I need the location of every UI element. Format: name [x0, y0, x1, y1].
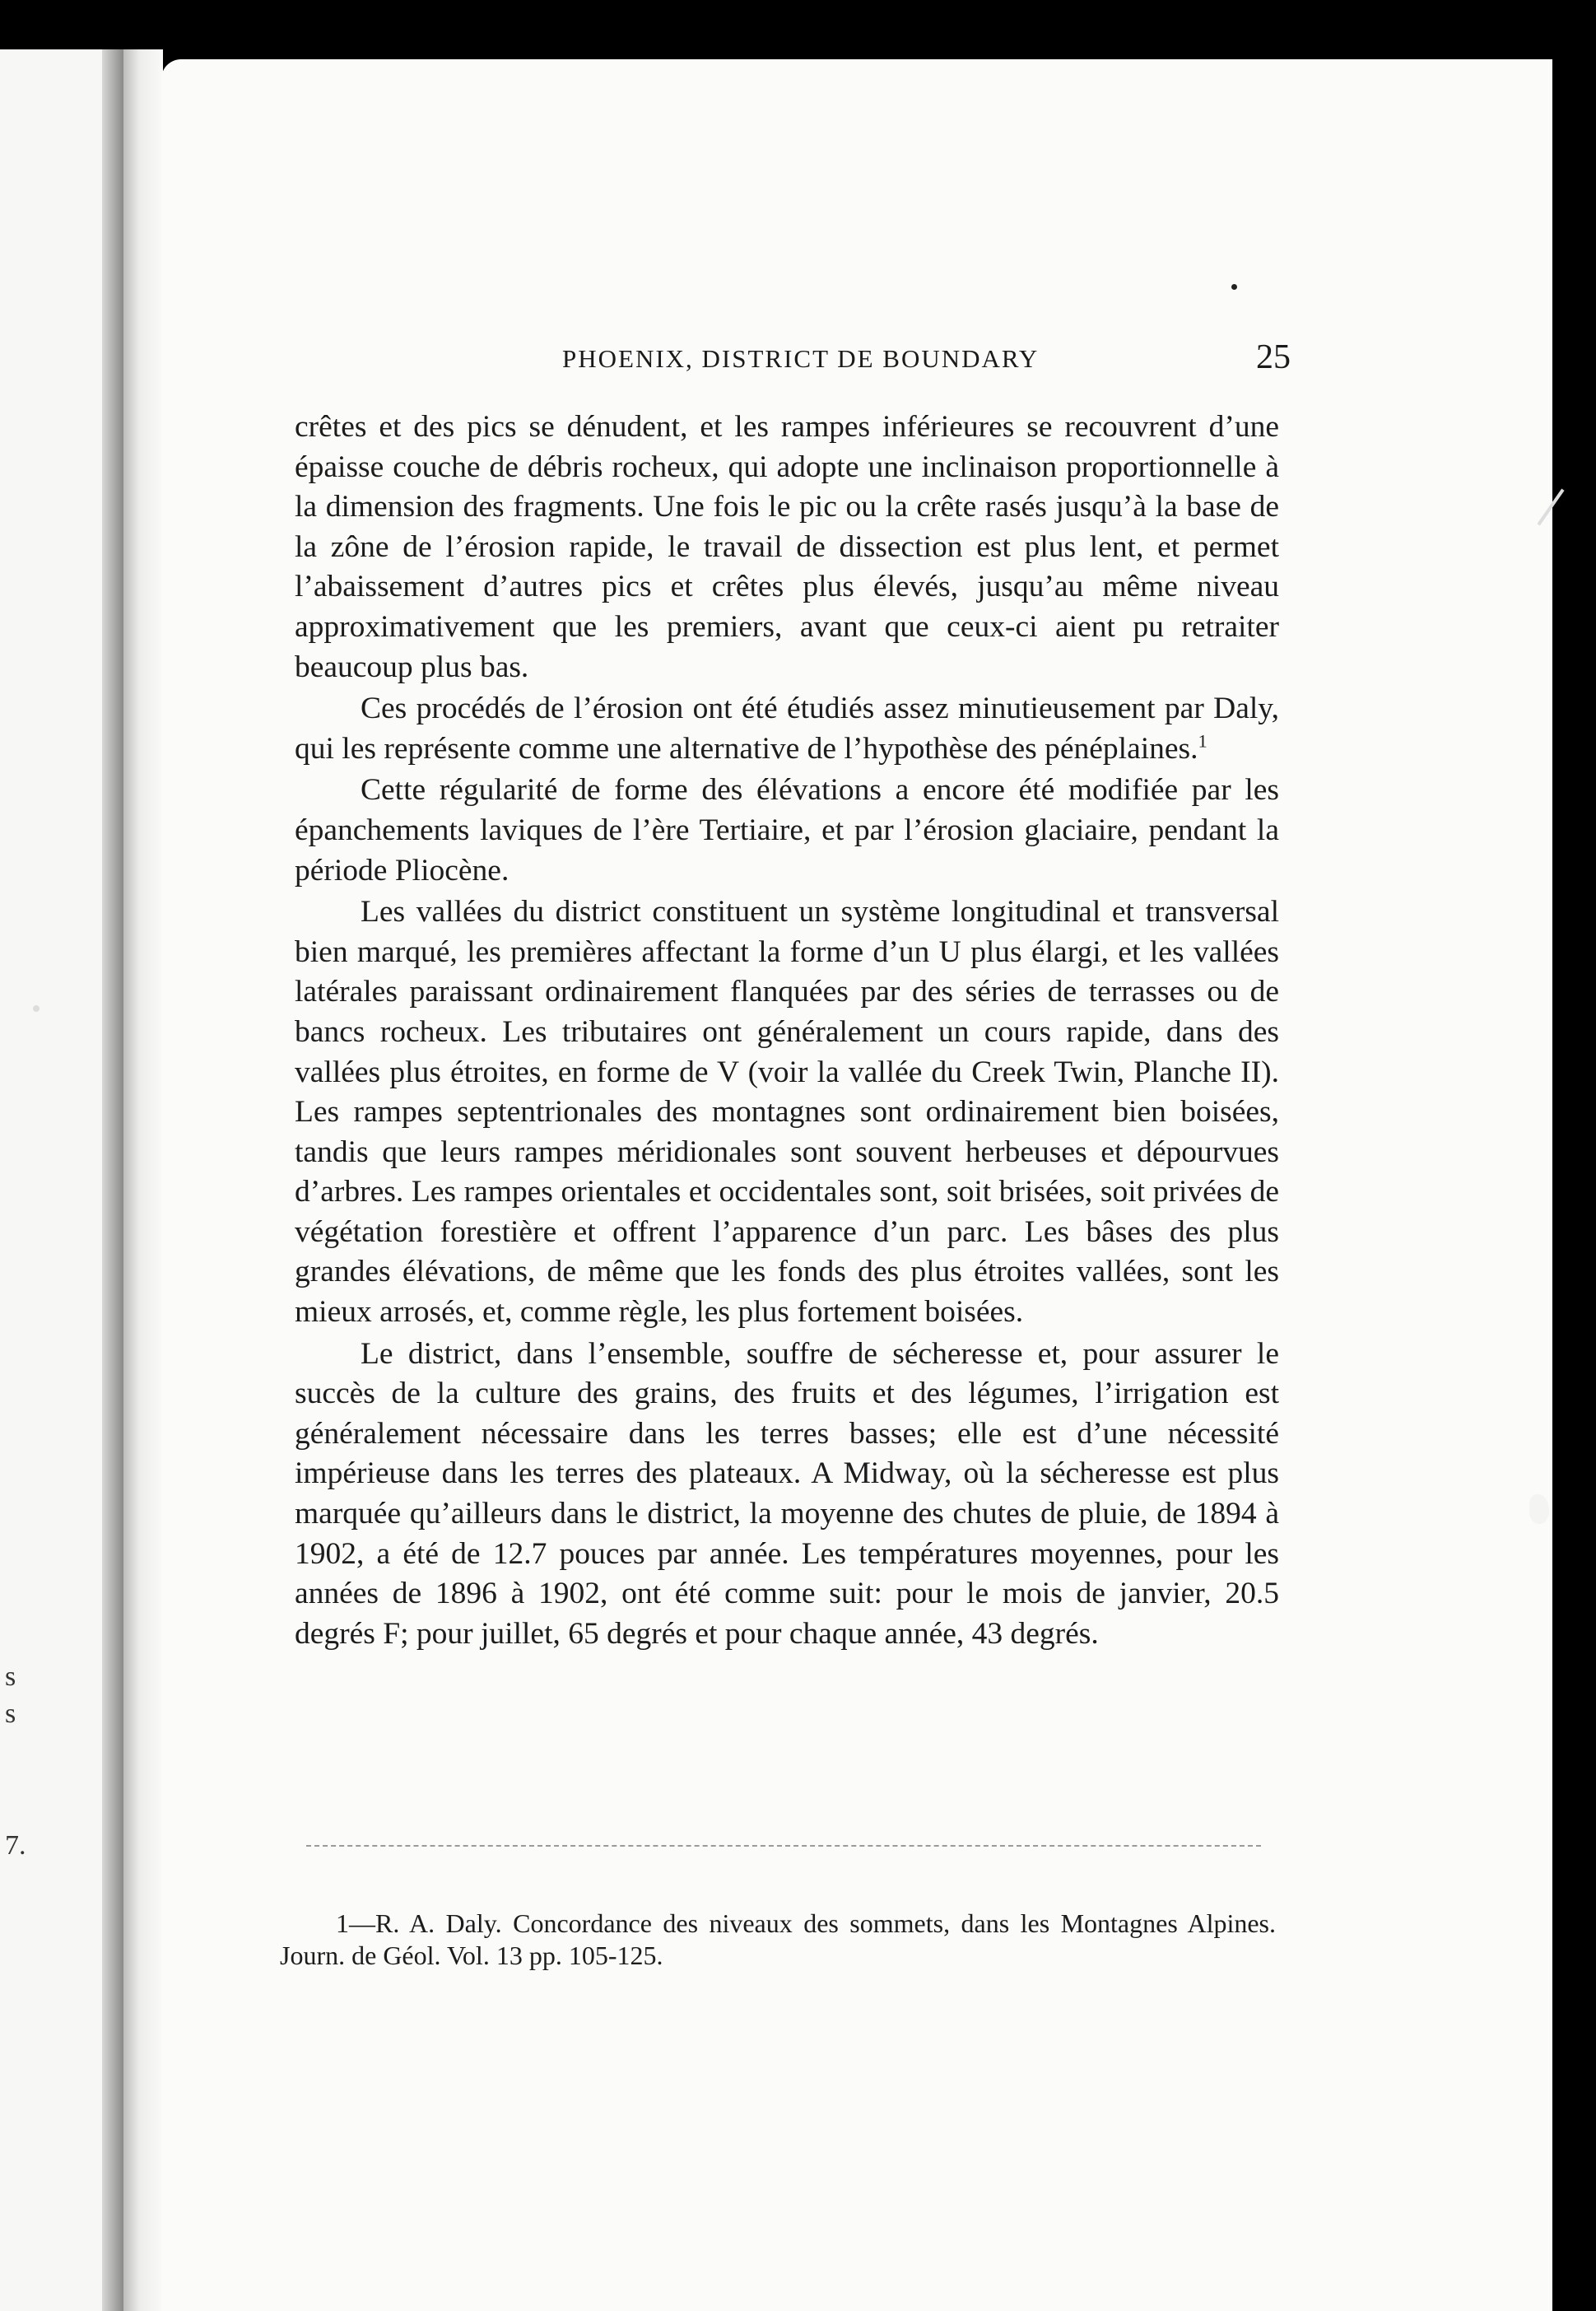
footnote-rule [306, 1845, 1261, 1847]
paragraph: Le district, dans l’ensemble, souffre de sécheresse et, pour assurer le succès de la culture des grains, des fruits et des légumes, l’irrigation est généralement nécessaire dans les terres basses; elle est d’une nécessité impérieuse dans les terres des plateaux. A Midway, où la sécheresse est plus marquée qu’ailleurs dans le district, la moyenne des chutes de pluie, de 1894 à 1902, a été de 12.7 pouces par année. Les températures moyennes, pour les années de 1896 à 1902, ont été comme suit: pour le mois de janvier, 20.5 degrés F; pour juillet, 65 degrés et pour chaque année, 43 degrés. [295, 1336, 1279, 1651]
facing-page-fragment: s [5, 1661, 16, 1692]
facing-page-fragment: 7. [5, 1830, 26, 1861]
paragraph: crêtes et des pics se dénudent, et les rampes inférieures se recouvrent d’une épaisse couche de débris rocheux, qui adopte une inclinaison proportionnelle à la dimension des fragments. Une fois le pic ou la crête rasés jusqu’à la base de la zône de l’érosion rapide, le travail de dissection est plus lent, et permet l’abaissement d’autres pics et crêtes plus élevés, jusqu’au même niveau approximativement que les premiers, avant que ceux-ci aient pu retraiter beaucoup plus bas. [295, 410, 1279, 684]
footnote-reference: 1 [1198, 730, 1207, 752]
facing-page-fragment: s [5, 1698, 16, 1729]
paragraph [295, 689, 1279, 769]
scan-blot [1529, 1494, 1549, 1524]
facing-page-edge [0, 49, 123, 2311]
speck [33, 1005, 40, 1012]
running-title: PHOENIX, DISTRICT DE BOUNDARY [562, 344, 1040, 373]
running-head [295, 339, 1291, 380]
page-number: 25 [1256, 338, 1291, 376]
paragraph: Les vallées du district constituent un système longitudinal et transversal bien marqué, les premières affectant la forme d’un U plus élargi, et les vallées latérales paraissant ordinairement flanquées par des séries de terrasses ou de bancs rocheux. Les tributaires ont généralement un cours rapide, dans des vallées plus étroites, en forme de V (voir la vallée du Creek Twin, Planche II). Les rampes septentrionales des montagnes sont ordinairement bien boisées, tandis que leurs rampes méridionales sont souvent herbeuses et dépourvues d’arbres. Les rampes orientales et occidentales sont, soit brisées, soit privées de végétation forestière et offrent l’apparence d’un parc. Les bâses des plus grandes élévations, de même que les fonds des plus étroites vallées, sont les mieux arrosés, et, comme règle, les plus fortement boisées. [295, 895, 1279, 1330]
gutter-shadow [102, 49, 123, 2311]
speck [1231, 284, 1237, 290]
footnote: 1—R. A. Daly. Concordance des niveaux des sommets, dans les Montagnes Alpines. Journ. de Géol. Vol. 13 pp. 105-125. [280, 1908, 1276, 1970]
book-binding [123, 49, 163, 2311]
paragraph-text: Ces procédés de l’érosion ont été étudiés assez minutieusement par Daly, qui les représente comme une alternative de l’hypothèse des pénéplaines. [295, 692, 1279, 766]
paragraph: Cette régularité de forme des élévations a encore été modifiée par les épanchements laviques de l’ère Tertiaire, et par l’érosion glaciaire, pendant la période Pliocène. [295, 773, 1279, 888]
facing-page-text-fragments [0, 49, 33, 2311]
body-text [295, 408, 1279, 1656]
